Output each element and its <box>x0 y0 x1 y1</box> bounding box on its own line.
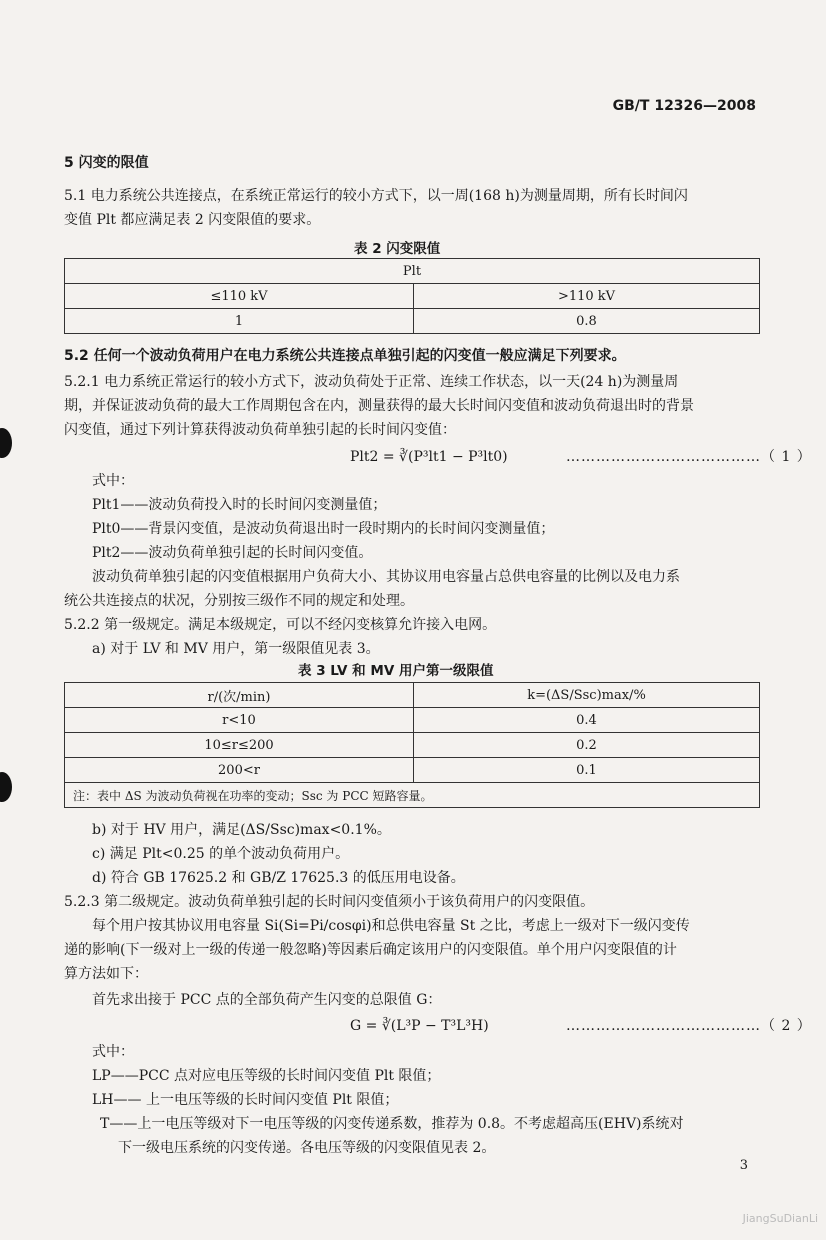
para-5-2: 5.2 任何一个波动负荷用户在电力系统公共连接点单独引起的闪变值一般应满足下列要求。 <box>64 348 626 364</box>
section-title: 5 闪变的限值 <box>64 155 149 171</box>
where-label: 式中： <box>92 1044 134 1060</box>
para-5-2-3-line4: 首先求出接于 PCC 点的全部负荷产生闪变的总限值 G： <box>92 992 442 1008</box>
para-5-2-1-line1: 5.2.1 电力系统正常运行的较小方式下，波动负荷处于正常、连续工作状态，以一天(24 h)为测量周 <box>64 374 679 390</box>
para-5-2-2-b: b) 对于 HV 用户，满足(ΔS/Ssc)max<0.1%。 <box>92 822 391 838</box>
table2-val2: 0.8 <box>414 309 760 334</box>
table-3 <box>64 682 760 808</box>
para-5-2-3-line1: 每个用户按其协议用电容量 Si(Si=Pi/cosφi)和总供电容量 St 之比，考虑上一级对下一级闪变传 <box>92 918 690 934</box>
para-5-2-2-a: a) 对于 LV 和 MV 用户，第一级限值见表 3。 <box>92 641 380 657</box>
table3-r: 10≤r≤200 <box>65 733 414 758</box>
watermark: JiangSuDianLi <box>742 1212 818 1225</box>
table3-k: 0.2 <box>414 733 760 758</box>
para-5-1-line1: 5.1 电力系统公共连接点，在系统正常运行的较小方式下，以一周(168 h)为测量周期，所有长时间闪 <box>64 188 688 204</box>
para-5-2-3-line3: 算方法如下： <box>64 966 148 982</box>
table-row <box>65 758 760 783</box>
table-2 <box>64 258 760 334</box>
definition-plt2: Plt2——波动负荷单独引起的长时间闪变值。 <box>92 545 373 561</box>
definition-plt1: Plt1——波动负荷投入时的长时间闪变测量值； <box>92 497 387 513</box>
table3-header-r: r/(次/min) <box>65 683 414 708</box>
table-row <box>65 733 760 758</box>
formula-1-number: …………………………………（ 1 ） <box>566 449 812 465</box>
page-number: 3 <box>739 1158 748 1173</box>
table-row <box>65 708 760 733</box>
table2-header: Plt <box>65 259 760 284</box>
para-5-2-2-d: d) 符合 GB 17625.2 和 GB/Z 17625.3 的低压用电设备。 <box>92 870 465 886</box>
table3-note: 注：表中 ΔS 为波动负荷视在功率的变动；Ssc 为 PCC 短路容量。 <box>65 783 760 808</box>
definition-plt0: Plt0——背景闪变值，是波动负荷退出时一段时期内的长时间闪变测量值； <box>92 521 555 537</box>
table2-col2: >110 kV <box>414 284 760 309</box>
formula-2: G = ∛(L³P − T³L³H) <box>350 1018 489 1034</box>
definition-t-line1: T——上一电压等级对下一电压等级的闪变传递系数，推荐为 0.8。不考虑超高压(EHV)系统对 <box>100 1116 684 1132</box>
punch-hole <box>0 428 12 458</box>
formula-1: Plt2 = ∛(P³lt1 − P³lt0) <box>350 449 508 465</box>
punch-hole <box>0 772 12 802</box>
table3-caption: 表 3 LV 和 MV 用户第一级限值 <box>298 663 494 679</box>
para-5-2-1-line3: 闪变值，通过下列计算获得波动负荷单独引起的长时间闪变值： <box>64 422 456 438</box>
para-5-2-2-c: c) 满足 Plt<0.25 的单个波动负荷用户。 <box>92 846 350 862</box>
definition-lp: LP——PCC 点对应电压等级的长时间闪变值 Plt 限值； <box>92 1068 441 1084</box>
para-5-2-2: 5.2.2 第一级规定。满足本级规定，可以不经闪变核算允许接入电网。 <box>64 617 497 633</box>
standard-id: GB/T 12326—2008 <box>612 98 756 114</box>
para-after-line1: 波动负荷单独引起的闪变值根据用户负荷大小、其协议用电容量占总供电容量的比例以及电力系 <box>92 569 680 585</box>
table3-r: r<10 <box>65 708 414 733</box>
definition-lh: LH—— 上一电压等级的长时间闪变值 Plt 限值； <box>92 1092 399 1108</box>
table3-r: 200<r <box>65 758 414 783</box>
para-5-2-3: 5.2.3 第二级规定。波动负荷单独引起的长时间闪变值须小于该负荷用户的闪变限值。 <box>64 894 595 910</box>
table3-header-k: k=(ΔS/Ssc)max/% <box>414 683 760 708</box>
para-5-2-3-line2: 递的影响(下一级对上一级的传递一般忽略)等因素后确定该用户的闪变限值。单个用户闪变限值的计 <box>64 942 677 958</box>
where-label: 式中： <box>92 473 134 489</box>
table2-val1: 1 <box>65 309 414 334</box>
table3-k: 0.1 <box>414 758 760 783</box>
table2-col1: ≤110 kV <box>65 284 414 309</box>
table3-k: 0.4 <box>414 708 760 733</box>
para-5-1-line2: 变值 Plt 都应满足表 2 闪变限值的要求。 <box>64 212 321 228</box>
para-after-line2: 统公共连接点的状况，分别按三级作不同的规定和处理。 <box>64 593 414 609</box>
para-5-2-1-line2: 期，并保证波动负荷的最大工作周期包含在内，测量获得的最大长时间闪变值和波动负荷退出时的背景 <box>64 398 694 414</box>
definition-t-line2: 下一级电压系统的闪变传递。各电压等级的闪变限值见表 2。 <box>118 1140 496 1156</box>
formula-2-number: …………………………………（ 2 ） <box>566 1018 812 1034</box>
table2-caption: 表 2 闪变限值 <box>354 241 441 257</box>
